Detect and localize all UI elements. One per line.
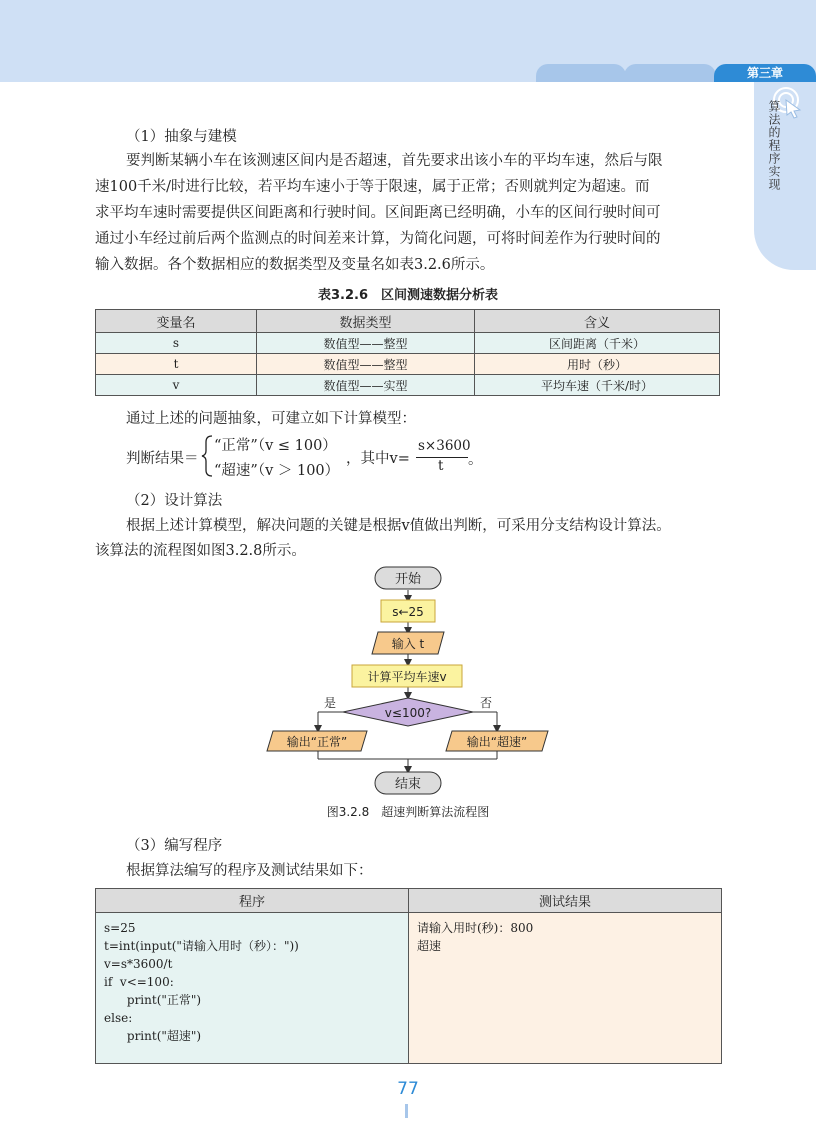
code-line: t=int(input("请输入用时（秒）：")) — [104, 939, 299, 953]
table-header: 数据类型 — [257, 310, 475, 333]
flow-yes-label: 是 — [323, 696, 337, 710]
code-line: if v<=100: — [104, 975, 174, 989]
flow-decision-label: v≤100? — [384, 706, 432, 720]
paragraph-line: 根据上述计算模型，解决问题的关键是根据v值做出判断，可采用分支结构设计算法。 — [126, 518, 671, 534]
code-line: print("正常") — [104, 993, 202, 1007]
test-result-cell — [409, 913, 722, 1064]
program-code-cell — [96, 913, 409, 1064]
chapter-tabs — [536, 64, 816, 82]
table-cell: 区间距离（千米） — [475, 333, 720, 354]
section1-heading: （1）抽象与建模 — [126, 129, 237, 145]
table1-caption: 表3.2.6 区间测速数据分析表 — [317, 288, 498, 303]
paragraph-line: 要判断某辆小车在该测速区间内是否超速，首先要求出该小车的平均车速，然后与限 — [126, 153, 663, 169]
formula-numerator: s×3600 — [418, 438, 471, 454]
data-analysis-table — [95, 309, 720, 396]
section3-intro: 根据算法编写的程序及测试结果如下： — [126, 863, 373, 879]
flow-no-label: 否 — [479, 696, 493, 710]
table-cell: 数值型——实型 — [257, 375, 475, 396]
formula-case-normal: “正常”（v ≤ 100） — [214, 438, 337, 454]
flowchart — [0, 562, 816, 802]
model-intro: 通过上述的问题抽象，可建立如下计算模型： — [126, 411, 416, 427]
table-row — [96, 333, 720, 354]
table-cell: t — [96, 354, 257, 375]
table-header: 变量名 — [96, 310, 257, 333]
table-row — [96, 354, 720, 375]
table-row — [96, 375, 720, 396]
paragraph-line: 通过小车经过前后两个监测点的时间差来计算，为简化问题，可将时间差作为行驶时间的 — [95, 231, 661, 247]
section-title-vertical: 算法的程序实现 — [767, 100, 781, 191]
code-line: s=25 — [104, 921, 136, 935]
chapter-tab-1[interactable] — [536, 64, 626, 82]
paragraph-line: 求平均车速时需要提供区间距离和行驶时间。区间距离已经明确，小车的区间行驶时间可 — [95, 205, 661, 221]
table-cell: s — [96, 333, 257, 354]
formula-where: ，其中v= — [346, 451, 410, 467]
section2-heading: （2）设计算法 — [126, 493, 223, 509]
formula-end: 。 — [468, 452, 483, 468]
table-cell: 平均车速（千米/时） — [475, 375, 720, 396]
page-number-bar — [405, 1104, 408, 1118]
brace-icon — [200, 434, 214, 478]
formula-lhs: 判断结果＝ — [126, 451, 199, 467]
table-header: 测试结果 — [409, 889, 722, 913]
table-cell: 数值型——整型 — [257, 333, 475, 354]
flow-output-normal-label: 输出“正常” — [286, 735, 348, 749]
table-cell: 数值型——整型 — [257, 354, 475, 375]
figure-caption: 图3.2.8 超速判断算法流程图 — [326, 805, 490, 819]
paragraph-line: 输入数据。各个数据相应的数据类型及变量名如表3.2.6所示。 — [95, 257, 495, 273]
table-header: 含义 — [475, 310, 720, 333]
flow-process-label: 计算平均车速v — [367, 670, 447, 684]
table-cell: 用时（秒） — [475, 354, 720, 375]
program-table — [95, 888, 722, 1064]
chapter-tab-active[interactable]: 第三章 — [714, 64, 816, 82]
flow-end-label: 结束 — [394, 777, 422, 792]
result-line: 超速 — [417, 939, 442, 953]
flow-output-speeding-label: 输出“超速” — [466, 735, 528, 749]
paragraph-line: 速100千米/时进行比较，若平均车速小于等于限速，属于正常；否则就判定为超速。而 — [95, 179, 650, 195]
flow-start-label: 开始 — [394, 572, 422, 587]
flow-assign-label: s←25 — [392, 605, 424, 619]
table-cell: v — [96, 375, 257, 396]
formula-denominator: t — [438, 458, 444, 474]
page-number: 77 — [397, 1079, 419, 1099]
code-line: v=s*3600/t — [104, 957, 173, 971]
result-line: 请输入用时(秒)：800 — [417, 921, 534, 935]
code-line: print("超速") — [104, 1029, 202, 1043]
table-header: 程序 — [96, 889, 409, 913]
formula-case-speeding: “超速”（v ＞ 100） — [214, 463, 340, 479]
paragraph-line: 该算法的流程图如图3.2.8所示。 — [95, 543, 306, 559]
section3-heading: （3）编写程序 — [126, 838, 223, 854]
code-line: else: — [104, 1011, 133, 1025]
chapter-tab-2[interactable] — [624, 64, 716, 82]
flow-input-label: 输入 t — [391, 637, 425, 651]
